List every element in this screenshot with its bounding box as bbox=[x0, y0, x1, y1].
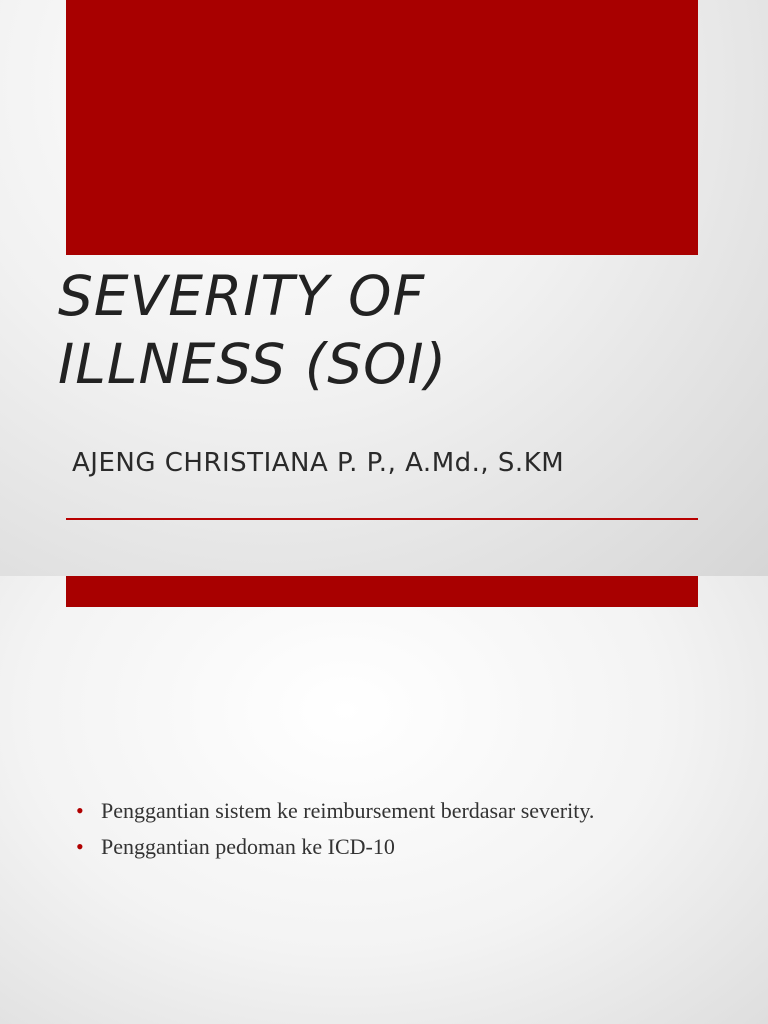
red-header-block bbox=[66, 0, 698, 255]
bullet-text: Penggantian pedoman ke ICD-10 bbox=[101, 834, 395, 859]
bullet-item bbox=[76, 834, 594, 870]
red-header-strip bbox=[66, 576, 698, 607]
slide-title bbox=[58, 262, 718, 398]
bullet-text: Penggantian sistem ke reimbursement berdasar severity. bbox=[101, 798, 595, 823]
bullet-item bbox=[76, 798, 594, 834]
author-subtitle: AJENG CHRISTIANA P. P., A.Md., S.KM bbox=[72, 448, 565, 478]
slide-title-line-2: ILLNESS (SOI) bbox=[58, 332, 448, 396]
bullet-dot-icon: • bbox=[76, 798, 84, 823]
bullet-list bbox=[76, 798, 594, 870]
bullet-dot-icon: • bbox=[76, 834, 84, 859]
red-divider-line bbox=[66, 518, 698, 520]
slide-title-line-1: SEVERITY OF bbox=[58, 264, 426, 328]
content-slide bbox=[0, 576, 768, 1024]
